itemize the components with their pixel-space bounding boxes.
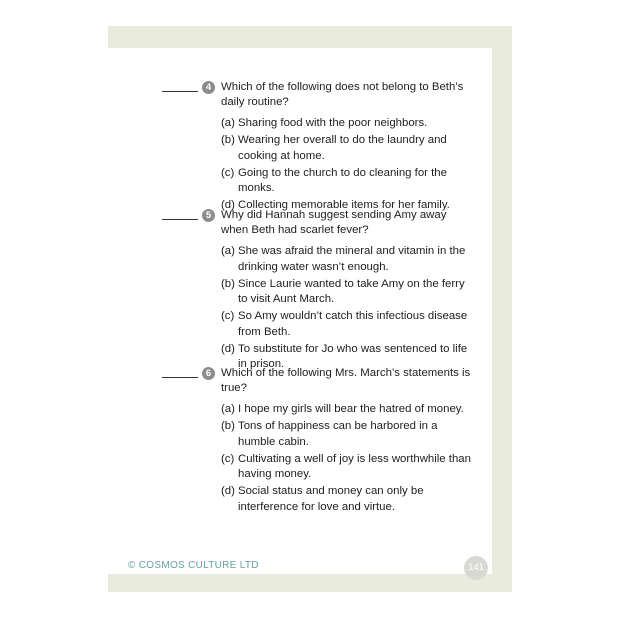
question-header bbox=[162, 208, 482, 238]
question-number-badge: 6 bbox=[202, 367, 215, 380]
question-header bbox=[162, 80, 482, 110]
options-list bbox=[221, 244, 482, 373]
option-text: To substitute for Jo who was sentenced to life bbox=[238, 342, 468, 355]
option-label: (b) bbox=[221, 420, 235, 432]
option-a bbox=[221, 244, 482, 275]
option-label: (d) bbox=[221, 199, 235, 211]
option-text: Since Laurie wanted to take Amy on the ferry bbox=[238, 277, 465, 290]
option-text: Sharing food with the poor neighbors. bbox=[238, 117, 428, 129]
option-text-continued: having money. bbox=[238, 468, 312, 480]
option-text-continued: to visit Aunt March. bbox=[238, 293, 335, 305]
option-c bbox=[221, 166, 482, 197]
option-c bbox=[221, 309, 482, 340]
answer-blank[interactable] bbox=[162, 377, 198, 378]
question-number-badge: 4 bbox=[202, 81, 215, 94]
option-d bbox=[221, 484, 482, 515]
option-b bbox=[221, 419, 482, 450]
option-b bbox=[221, 277, 482, 308]
answer-blank[interactable] bbox=[162, 219, 198, 220]
question-text-line: Which of the following Mrs. March’s statements is bbox=[221, 367, 471, 379]
question-text-line: daily routine? bbox=[221, 96, 289, 108]
question-text-line: when Beth had scarlet fever? bbox=[221, 224, 369, 236]
option-text-continued: drinking water wasn’t enough. bbox=[238, 260, 389, 273]
option-b bbox=[221, 133, 482, 164]
option-text-continued: cooking at home. bbox=[238, 149, 325, 162]
question-4 bbox=[162, 80, 482, 215]
option-text: Tons of happiness can be harbored in a bbox=[238, 420, 438, 432]
answer-blank[interactable] bbox=[162, 91, 198, 92]
option-label: (d) bbox=[221, 485, 235, 497]
option-text: Wearing her overall to do the laundry and bbox=[238, 134, 447, 146]
question-text bbox=[221, 80, 482, 110]
option-text-continued: humble cabin. bbox=[238, 435, 309, 448]
question-text-line: Which of the following does not belong to Beth’s bbox=[221, 81, 464, 93]
option-label: (b) bbox=[221, 277, 235, 290]
option-a bbox=[221, 116, 482, 132]
question-text bbox=[221, 366, 482, 396]
option-text: So Amy wouldn’t catch this infectious disease bbox=[238, 310, 468, 322]
option-label: (c) bbox=[221, 452, 235, 465]
option-label: (a) bbox=[221, 245, 235, 257]
option-label: (b) bbox=[221, 134, 235, 146]
option-text-continued: in prison. bbox=[238, 358, 285, 370]
options-list bbox=[221, 116, 482, 214]
question-number-badge: 5 bbox=[202, 209, 215, 222]
option-text: Collecting memorable items for her family. bbox=[238, 199, 450, 211]
option-c bbox=[221, 452, 482, 483]
option-label: (a) bbox=[221, 117, 235, 129]
option-label: (c) bbox=[221, 166, 235, 179]
option-text-continued: monks. bbox=[238, 182, 275, 194]
option-text-continued: from Beth. bbox=[238, 325, 291, 338]
option-label: (a) bbox=[221, 403, 235, 415]
copyright-text: © COSMOS CULTURE LTD bbox=[128, 560, 259, 571]
option-a bbox=[221, 402, 482, 418]
option-text: I hope my girls will bear the hatred of money. bbox=[238, 403, 464, 415]
option-text: Social status and money can only be bbox=[238, 485, 424, 497]
option-text: Cultivating a well of joy is less worthwhile than bbox=[238, 452, 471, 465]
option-text: Going to the church to do cleaning for the bbox=[238, 166, 447, 179]
option-label: (c) bbox=[221, 310, 235, 322]
option-label: (d) bbox=[221, 342, 235, 355]
question-5 bbox=[162, 208, 482, 374]
question-text-line: true? bbox=[221, 382, 247, 394]
option-text: She was afraid the mineral and vitamin in the bbox=[238, 245, 466, 257]
page-number-badge: 141 bbox=[464, 556, 488, 580]
question-header bbox=[162, 366, 482, 396]
options-list bbox=[221, 402, 482, 515]
question-text-line: Why did Hannah suggest sending Amy away bbox=[221, 209, 447, 221]
question-text bbox=[221, 208, 482, 238]
question-6 bbox=[162, 366, 482, 517]
option-text-continued: interference for love and virtue. bbox=[238, 500, 396, 513]
